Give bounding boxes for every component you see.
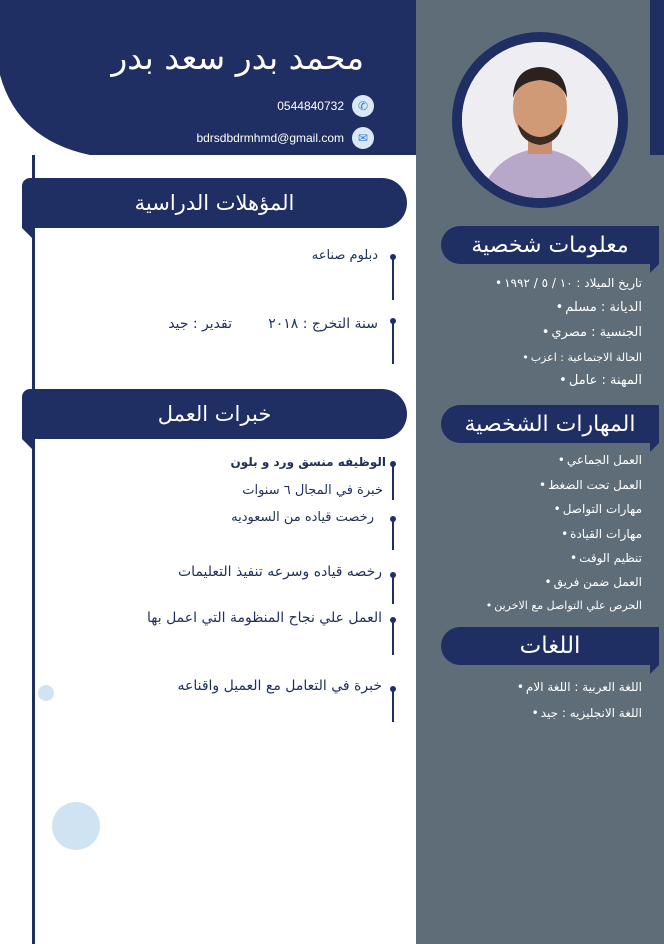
- personal-section-header: [441, 226, 659, 264]
- graduation-year: سنة التخرج : ٢٠١٨: [268, 316, 378, 332]
- work-marker: [392, 465, 394, 500]
- skill-item: مهارات القيادة •: [561, 527, 642, 541]
- personal-item: الحالة الاجتماعية : اعزب •: [522, 351, 642, 364]
- phone-icon: ✆: [352, 95, 374, 117]
- email-row: [196, 127, 374, 149]
- phone-number[interactable]: 0544840732: [277, 99, 344, 113]
- mail-icon: ✉: [352, 127, 374, 149]
- language-item: اللغة العربية : اللغة الام •: [517, 680, 642, 694]
- skill-item: العمل ضمن فريق •: [545, 575, 642, 589]
- work-item: خبرة في التعامل مع العميل واقناعه: [177, 678, 382, 694]
- skill-item: تنظيم الوقت •: [570, 551, 642, 565]
- candidate-name: محمد بدر سعد بدر: [111, 38, 364, 77]
- skill-item: العمل الجماعي •: [558, 453, 642, 467]
- work-item: رخصت قياده من السعوديه: [231, 510, 374, 525]
- graduation-grade: تقدير : جيد: [168, 316, 232, 332]
- work-marker: [392, 520, 394, 550]
- skills-title: المهارات الشخصية: [464, 411, 636, 437]
- decorative-circle: [52, 802, 100, 850]
- work-marker: [392, 576, 394, 604]
- personal-item: الديانة : مسلم •: [556, 300, 642, 315]
- education-marker: [392, 258, 394, 300]
- work-section-header: [22, 389, 407, 439]
- languages-section-header: [441, 627, 659, 665]
- work-item: العمل علي نجاح المنظومة التي اعمل بها: [147, 610, 382, 626]
- personal-title: معلومات شخصية: [471, 232, 629, 258]
- decorative-circle: [38, 685, 54, 701]
- personal-item: المهنة : عامل •: [559, 373, 642, 388]
- work-marker: [392, 690, 394, 722]
- skill-item: العمل تحت الضغط •: [539, 478, 642, 492]
- profile-photo: [462, 42, 618, 198]
- personal-item: تاريخ الميلاد : ١٠ / ٥ / ١٩٩٢ •: [495, 276, 642, 290]
- work-item: رخصه قياده وسرعه تنفيذ التعليمات: [178, 564, 382, 580]
- header: [0, 0, 416, 155]
- skill-item: الحرص علي التواصل مع الاخرين •: [486, 599, 642, 612]
- personal-item: الجنسية : مصري •: [542, 325, 642, 340]
- education-section-header: [22, 178, 407, 228]
- work-title: خبرات العمل: [157, 402, 272, 426]
- education-item: دبلوم صناعه: [311, 248, 378, 263]
- education-marker: [392, 322, 394, 364]
- education-title: المؤهلات الدراسية: [134, 191, 295, 215]
- timeline-line: [32, 155, 35, 944]
- phone-row: [277, 95, 374, 117]
- work-item: الوظيفه منسق ورد و بلون: [230, 455, 386, 469]
- language-item: اللغة الانجليزيه : جيد •: [532, 706, 642, 720]
- work-item: خبرة في المجال ٦ سنوات: [242, 483, 383, 498]
- skills-section-header: [441, 405, 659, 443]
- email-address[interactable]: bdrsdbdrmhmd@gmail.com: [196, 131, 344, 145]
- skill-item: مهارات التواصل •: [554, 502, 642, 516]
- top-accent-strip: [650, 0, 664, 155]
- work-marker: [392, 621, 394, 655]
- languages-title: اللغات: [519, 633, 581, 659]
